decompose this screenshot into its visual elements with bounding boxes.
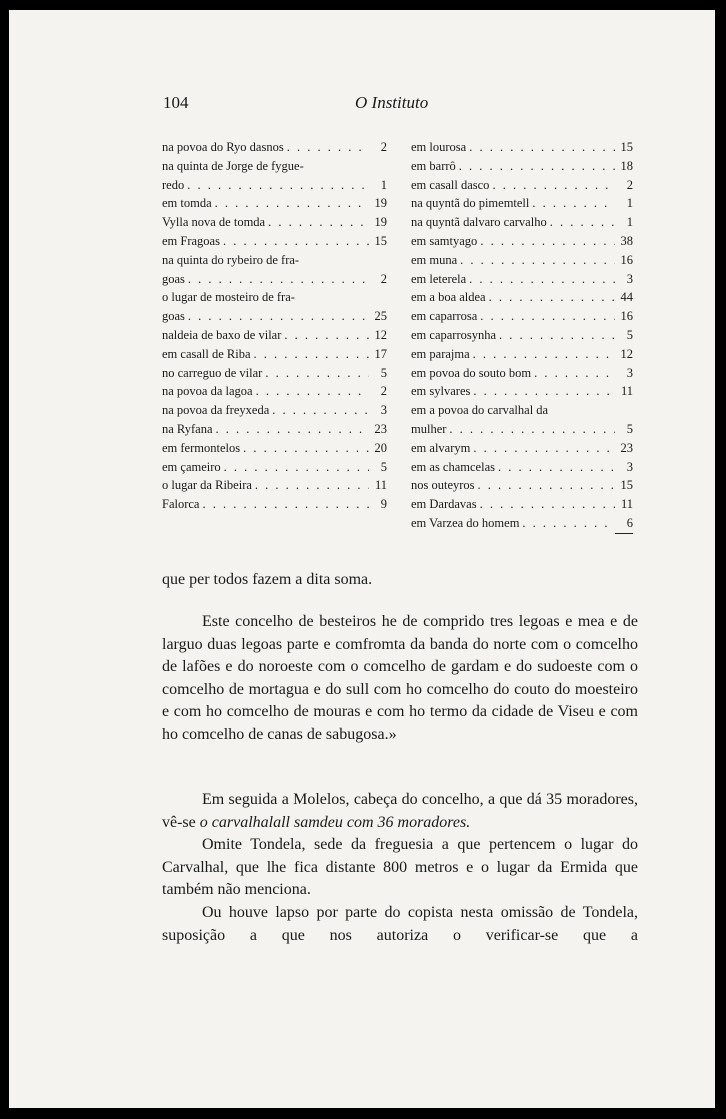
leader-dots xyxy=(470,345,615,364)
table-row xyxy=(411,270,633,289)
place-name: na Ryfana xyxy=(162,421,213,436)
resident-count: 25 xyxy=(374,309,387,324)
leader-dots xyxy=(486,288,615,307)
place-name: mulher xyxy=(411,421,447,436)
place-name: goas xyxy=(162,309,185,324)
place-name: em çameiro xyxy=(162,459,221,474)
resident-count: 3 xyxy=(626,271,633,286)
body-text-block-2 xyxy=(162,611,638,747)
leader-dots xyxy=(265,213,369,232)
paragraph-molelos-quote: o carvalhalall samdeu com 36 moradores. xyxy=(199,813,471,831)
table-row xyxy=(162,194,387,213)
leader-dots xyxy=(252,476,369,495)
place-name: na quyntã dalvaro carvalho xyxy=(411,215,547,230)
table-row xyxy=(411,176,633,195)
resident-count: 23 xyxy=(620,440,633,455)
body-text xyxy=(162,569,638,592)
place-name: em fermontelos xyxy=(162,440,241,455)
place-name: em tomda xyxy=(162,196,212,211)
place-name: em casall de Riba xyxy=(162,346,251,361)
table-row xyxy=(411,345,633,364)
leader-dots xyxy=(213,420,369,439)
resident-count: 3 xyxy=(380,403,387,418)
table-row xyxy=(162,382,387,401)
resident-count: 23 xyxy=(374,421,387,436)
resident-count: 16 xyxy=(620,309,633,324)
table-left-column xyxy=(162,138,387,514)
leader-dots xyxy=(477,495,615,514)
resident-count: 6 xyxy=(615,514,633,534)
leader-dots xyxy=(475,476,615,495)
resident-count: 15 xyxy=(620,478,633,493)
resident-count: 19 xyxy=(374,215,387,230)
place-name: na quinta do rybeiro de fra- xyxy=(162,252,300,267)
place-name: em casall dasco xyxy=(411,177,490,192)
table-row xyxy=(162,307,387,326)
place-name: em caparrosynha xyxy=(411,327,497,342)
page-header xyxy=(9,93,715,117)
body-text-block-3 xyxy=(162,789,638,947)
place-name: em parajma xyxy=(411,346,470,361)
table-row xyxy=(411,307,633,326)
paragraph-lapse: Ou houve lapso por parte do copista nesta omissão de Tondela, suposição a que nos autoriza o verificar-se que a xyxy=(162,903,638,944)
table-row xyxy=(162,213,387,232)
leader-dots xyxy=(531,364,615,383)
table-row xyxy=(411,251,633,270)
leader-dots xyxy=(221,458,369,477)
table-row xyxy=(162,439,387,458)
table-row xyxy=(411,458,633,477)
table-row xyxy=(411,382,633,401)
resident-count: 2 xyxy=(380,271,387,286)
resident-count: 9 xyxy=(380,497,387,512)
place-name: naldeia de baxo de vilar xyxy=(162,327,282,342)
table-row xyxy=(411,364,633,383)
book-page xyxy=(9,10,715,1108)
table-row xyxy=(162,157,387,176)
table-row xyxy=(162,232,387,251)
resident-count: 3 xyxy=(626,365,633,380)
table-row xyxy=(411,476,633,495)
leader-dots xyxy=(269,401,369,420)
table-row xyxy=(162,476,387,495)
leader-dots xyxy=(281,326,369,345)
leader-dots xyxy=(466,138,615,157)
paragraph-summary: que per todos fazem a dita soma. xyxy=(162,571,373,588)
table-row xyxy=(411,232,633,251)
place-name: na quinta de Jorge de fygue- xyxy=(162,158,304,173)
place-name: em alvarym xyxy=(411,440,471,455)
place-name: em povoa do souto bom xyxy=(411,365,532,380)
resident-count: 44 xyxy=(620,290,633,305)
place-name: o lugar de mosteiro de fra- xyxy=(162,290,295,305)
leader-dots xyxy=(529,194,615,213)
place-name: nos outeyros xyxy=(411,478,475,493)
place-name: Falorca xyxy=(162,497,200,512)
resident-count: 11 xyxy=(374,478,387,493)
place-name: em leterela xyxy=(411,271,467,286)
leader-dots xyxy=(547,213,615,232)
resident-count: 15 xyxy=(620,140,633,154)
leader-dots xyxy=(284,138,369,157)
leader-dots xyxy=(184,176,369,195)
table-row xyxy=(411,514,633,534)
place-name: no carreguo de vilar xyxy=(162,365,263,380)
leader-dots xyxy=(199,495,369,514)
leader-dots xyxy=(212,194,369,213)
place-name: em Varzea do homem xyxy=(411,515,520,530)
leader-dots xyxy=(253,382,369,401)
table-row xyxy=(162,288,387,307)
table-row xyxy=(162,326,387,345)
place-name: em sylvares xyxy=(411,384,471,399)
paragraph-molelos-text: Em seguida a Molelos, cabeça do concelho, a que dá 35 moradores, vê-se xyxy=(162,791,638,831)
resident-count: 1 xyxy=(626,215,633,230)
resident-count: 2 xyxy=(380,140,387,154)
resident-count: 5 xyxy=(380,459,387,474)
leader-dots xyxy=(262,364,369,383)
paragraph-quote: Este concelho de besteiros he de comprido tres legoas e mea e de larguo duas legoas parte e comfromta da banda do norte com o comcelho de lafões e do noroeste com o comcelho de gardam e do sudoeste com o comcelho de mortagua e do sull com ho comcelho do couto do moesteiro e com ho comcelho de mouras e com ho termo da cidade de Viseu e com ho comcelho de canas de sabugosa.» xyxy=(162,613,638,743)
table-row xyxy=(411,420,633,439)
leader-dots xyxy=(220,232,369,251)
page-number: 104 xyxy=(163,93,189,112)
resident-count: 19 xyxy=(374,196,387,211)
table-row xyxy=(162,495,387,514)
table-row xyxy=(162,458,387,477)
table-row xyxy=(411,213,633,232)
resident-count: 20 xyxy=(374,440,387,455)
place-name: em a povoa do carvalhal da xyxy=(411,403,549,418)
resident-count: 5 xyxy=(626,327,633,342)
resident-count: 17 xyxy=(374,346,387,361)
running-title: O Instituto xyxy=(355,93,429,112)
resident-count: 2 xyxy=(380,384,387,399)
paragraph-molelos xyxy=(162,789,638,834)
resident-count: 5 xyxy=(380,365,387,380)
resident-count: 11 xyxy=(620,497,633,512)
resident-count: 3 xyxy=(626,459,633,474)
leader-dots xyxy=(457,251,615,270)
table-row xyxy=(162,251,387,270)
place-name: na quyntã do pimemtell xyxy=(411,196,530,211)
resident-count: 2 xyxy=(626,177,633,192)
table-row xyxy=(162,270,387,289)
leader-dots xyxy=(489,176,615,195)
leader-dots xyxy=(470,382,615,401)
table-row xyxy=(411,288,633,307)
place-name: Vylla nova de tomda xyxy=(162,215,266,230)
table-row xyxy=(411,495,633,514)
table-right-column xyxy=(411,138,633,534)
table-row xyxy=(162,401,387,420)
place-name: em Fragoas xyxy=(162,233,220,248)
place-name: em caparrosa xyxy=(411,309,478,324)
place-name: em as chamcelas xyxy=(411,459,495,474)
resident-count: 5 xyxy=(626,421,633,436)
resident-count: 1 xyxy=(380,177,387,192)
leader-dots xyxy=(477,232,615,251)
table-row xyxy=(411,439,633,458)
leader-dots xyxy=(185,307,369,326)
place-name: em samtyago xyxy=(411,233,478,248)
table-row xyxy=(162,345,387,364)
place-name: o lugar da Ribeira xyxy=(162,478,252,493)
leader-dots xyxy=(466,270,615,289)
place-name: em muna xyxy=(411,252,458,267)
table-row xyxy=(411,138,633,157)
resident-count: 12 xyxy=(620,346,633,361)
leader-dots xyxy=(251,345,369,364)
leader-dots xyxy=(477,307,615,326)
resident-count: 38 xyxy=(620,233,633,248)
table-row xyxy=(162,364,387,383)
table-row xyxy=(162,176,387,195)
leader-dots xyxy=(495,458,615,477)
place-name: em Dardavas xyxy=(411,497,477,512)
leader-dots xyxy=(470,439,615,458)
table-row xyxy=(162,420,387,439)
resident-count: 1 xyxy=(626,196,633,211)
paragraph-tondela: Omite Tondela, sede da freguesia a que pertencem o lugar do Carvalhal, que lhe fica distante 800 metros e o lugar da Ermida que também não menciona. xyxy=(162,836,638,899)
resident-count: 12 xyxy=(374,327,387,342)
resident-count: 18 xyxy=(620,158,633,173)
table-row xyxy=(411,194,633,213)
resident-count: 11 xyxy=(620,384,633,399)
leader-dots xyxy=(240,439,369,458)
place-name: em a boa aldea xyxy=(411,290,486,305)
table-row xyxy=(411,157,633,176)
place-name: na povoa do Ryo dasnos xyxy=(162,140,284,154)
leader-dots xyxy=(185,270,369,289)
leader-dots xyxy=(446,420,615,439)
place-name: na povoa da lagoa xyxy=(162,384,253,399)
leader-dots xyxy=(456,157,615,176)
place-name: em lourosa xyxy=(411,140,467,154)
table-row xyxy=(411,326,633,345)
table-row xyxy=(162,138,387,157)
place-name: em barrô xyxy=(411,158,456,173)
resident-count: 16 xyxy=(620,252,633,267)
place-name: na povoa da freyxeda xyxy=(162,403,270,418)
leader-dots xyxy=(519,514,615,533)
place-name: redo xyxy=(162,177,185,192)
leader-dots xyxy=(496,326,615,345)
table-row xyxy=(411,401,633,420)
place-name: goas xyxy=(162,271,185,286)
resident-count: 15 xyxy=(374,233,387,248)
